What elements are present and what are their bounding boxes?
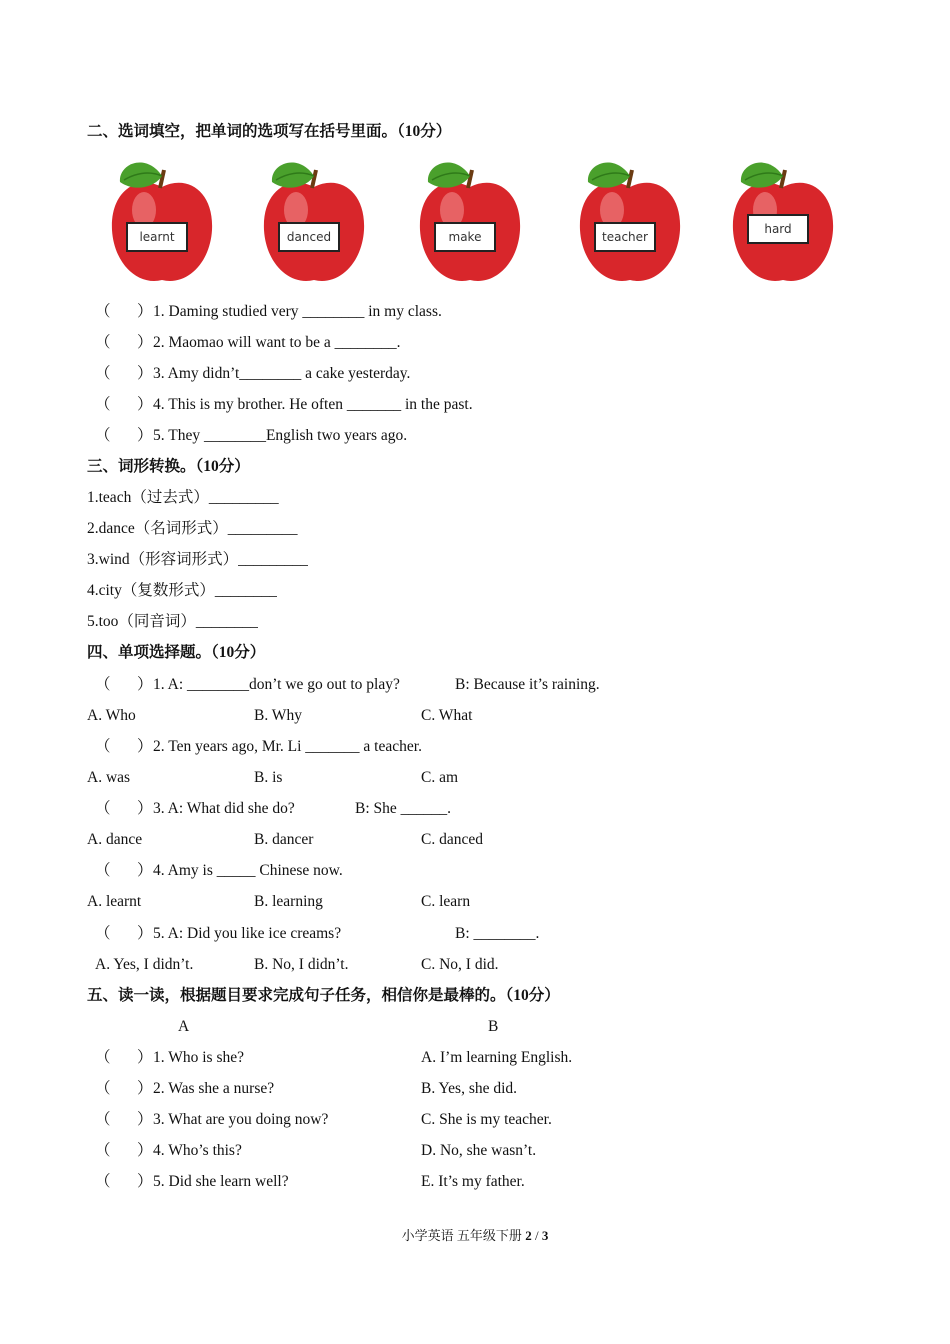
- option-b: B. Why: [254, 707, 302, 724]
- question-text: 3. A: What did she do?: [153, 800, 295, 817]
- match-answer: C. She is my teacher.: [421, 1111, 552, 1128]
- question-text: 5. A: Did you like ice creams?: [153, 925, 342, 942]
- paren-open: （: [95, 427, 111, 444]
- option-c: C. learn: [421, 893, 471, 910]
- apple-icon: [414, 152, 526, 287]
- question-text: 4. Amy is _____ Chinese now.: [153, 862, 343, 879]
- question-text-b: B: ________.: [455, 925, 540, 942]
- paren-open: （: [95, 800, 111, 817]
- section-2-heading: 二、选词填空，把单词的选项写在括号里面。（10分）: [87, 123, 452, 140]
- section-4-heading: 四、单项选择题。（10分）: [87, 644, 266, 661]
- answer-blank[interactable]: [95, 861, 153, 881]
- option-c: C. am: [421, 769, 459, 786]
- question-text: 1. A: ________don’t we go out to play?: [153, 676, 400, 693]
- option-c: C. No, I did.: [421, 956, 499, 973]
- answer-blank[interactable]: [95, 1079, 153, 1099]
- question-text: 2. Maomao will want to be a ________.: [153, 334, 401, 351]
- match-answer: E. It’s my father.: [421, 1173, 525, 1190]
- paren-open: （: [95, 738, 111, 755]
- paren-open: （: [95, 1111, 111, 1128]
- word-label: danced: [278, 222, 340, 252]
- match-question: 3. What are you doing now?: [153, 1111, 329, 1128]
- paren-close: ）: [137, 365, 153, 382]
- paren-close: ）: [137, 303, 153, 320]
- question-text: 5. They ________English two years ago.: [153, 427, 408, 444]
- word-form-item: 3.wind（形容词形式）_________: [87, 551, 308, 568]
- page-total: 3: [541, 1228, 549, 1243]
- question-text-b: B: She ______.: [355, 800, 452, 817]
- question-text: 2. Ten years ago, Mr. Li _______ a teacher.: [153, 738, 422, 755]
- paren-close: ）: [137, 676, 153, 693]
- paren-open: （: [95, 925, 111, 942]
- paren-open: （: [95, 676, 111, 693]
- answer-blank[interactable]: [95, 737, 153, 757]
- option-b: B. learning: [254, 893, 323, 910]
- section-5-heading: 五、读一读，根据题目要求完成句子任务，相信你是最棒的。（10分）: [87, 987, 560, 1004]
- word-label: teacher: [594, 222, 656, 252]
- paren-close: ）: [137, 1111, 153, 1128]
- match-question: 2. Was she a nurse?: [153, 1080, 275, 1097]
- apple-icon: [574, 152, 686, 287]
- apple-word-card: [258, 152, 370, 287]
- paren-close: ）: [137, 1049, 153, 1066]
- paren-open: （: [95, 1142, 111, 1159]
- option-a: A. Who: [87, 707, 136, 724]
- answer-blank[interactable]: [95, 1172, 153, 1192]
- answer-blank[interactable]: [95, 426, 153, 446]
- apple-word-card: [574, 152, 686, 287]
- apple-word-card: [727, 152, 839, 287]
- option-a: A. was: [87, 769, 131, 786]
- paren-open: （: [95, 1049, 111, 1066]
- option-a: A. learnt: [87, 893, 142, 910]
- match-question: 5. Did she learn well?: [153, 1173, 289, 1190]
- question-text: 3. Amy didn’t________ a cake yesterday.: [153, 365, 411, 382]
- page-footer: [0, 1225, 950, 1244]
- apple-word-card: [106, 152, 218, 287]
- paren-close: ）: [137, 1080, 153, 1097]
- answer-blank[interactable]: [95, 1141, 153, 1161]
- answer-blank[interactable]: [95, 364, 153, 384]
- answer-blank[interactable]: [95, 924, 153, 944]
- paren-close: ）: [137, 738, 153, 755]
- paren-open: （: [95, 1080, 111, 1097]
- word-label: make: [434, 222, 496, 252]
- option-b: B. is: [254, 769, 283, 786]
- answer-blank[interactable]: [95, 302, 153, 322]
- answer-blank[interactable]: [95, 675, 153, 695]
- answer-blank[interactable]: [95, 1110, 153, 1130]
- match-answer: A. I’m learning English.: [421, 1049, 573, 1066]
- paren-close: ）: [137, 800, 153, 817]
- option-a: A. dance: [87, 831, 143, 848]
- answer-blank[interactable]: [95, 799, 153, 819]
- paren-close: ）: [137, 1142, 153, 1159]
- word-label: hard: [747, 214, 809, 244]
- word-form-item: 5.too（同音词）________: [87, 613, 258, 630]
- word-label: learnt: [126, 222, 188, 252]
- paren-open: （: [95, 365, 111, 382]
- page-separator: /: [531, 1228, 542, 1243]
- match-question: 1. Who is she?: [153, 1049, 244, 1066]
- paren-open: （: [95, 396, 111, 413]
- paren-close: ）: [137, 925, 153, 942]
- question-text: 1. Daming studied very ________ in my class.: [153, 303, 442, 320]
- answer-blank[interactable]: [95, 395, 153, 415]
- option-c: C. danced: [421, 831, 483, 848]
- paren-close: ）: [137, 427, 153, 444]
- paren-open: （: [95, 1173, 111, 1190]
- word-form-item: 1.teach（过去式）_________: [87, 489, 279, 506]
- answer-blank[interactable]: [95, 1048, 153, 1068]
- option-b: B. dancer: [254, 831, 314, 848]
- option-c: C. What: [421, 707, 473, 724]
- match-answer: B. Yes, she did.: [421, 1080, 518, 1097]
- option-b: B. No, I didn’t.: [254, 956, 349, 973]
- paren-close: ）: [137, 862, 153, 879]
- paren-close: ）: [137, 1173, 153, 1190]
- apple-icon: [258, 152, 370, 287]
- section-3-heading: 三、词形转换。（10分）: [87, 458, 250, 475]
- word-form-item: 4.city（复数形式）________: [87, 582, 277, 599]
- answer-blank[interactable]: [95, 333, 153, 353]
- paren-open: （: [95, 303, 111, 320]
- apple-icon: [106, 152, 218, 287]
- paren-close: ）: [137, 396, 153, 413]
- match-answer: D. No, she wasn’t.: [421, 1142, 537, 1159]
- column-a-header: A: [178, 1018, 190, 1035]
- footer-text: 小学英语 五年级下册: [401, 1228, 526, 1243]
- option-a: A. Yes, I didn’t.: [95, 956, 194, 973]
- match-question: 4. Who’s this?: [153, 1142, 242, 1159]
- paren-open: （: [95, 862, 111, 879]
- word-form-item: 2.dance（名词形式）_________: [87, 520, 298, 537]
- page-number: 2: [525, 1228, 532, 1243]
- column-b-header: B: [488, 1018, 499, 1035]
- paren-close: ）: [137, 334, 153, 351]
- question-text-b: B: Because it’s raining.: [455, 676, 600, 693]
- question-text: 4. This is my brother. He often _______ in the past.: [153, 396, 473, 413]
- paren-open: （: [95, 334, 111, 351]
- apple-word-card: [414, 152, 526, 287]
